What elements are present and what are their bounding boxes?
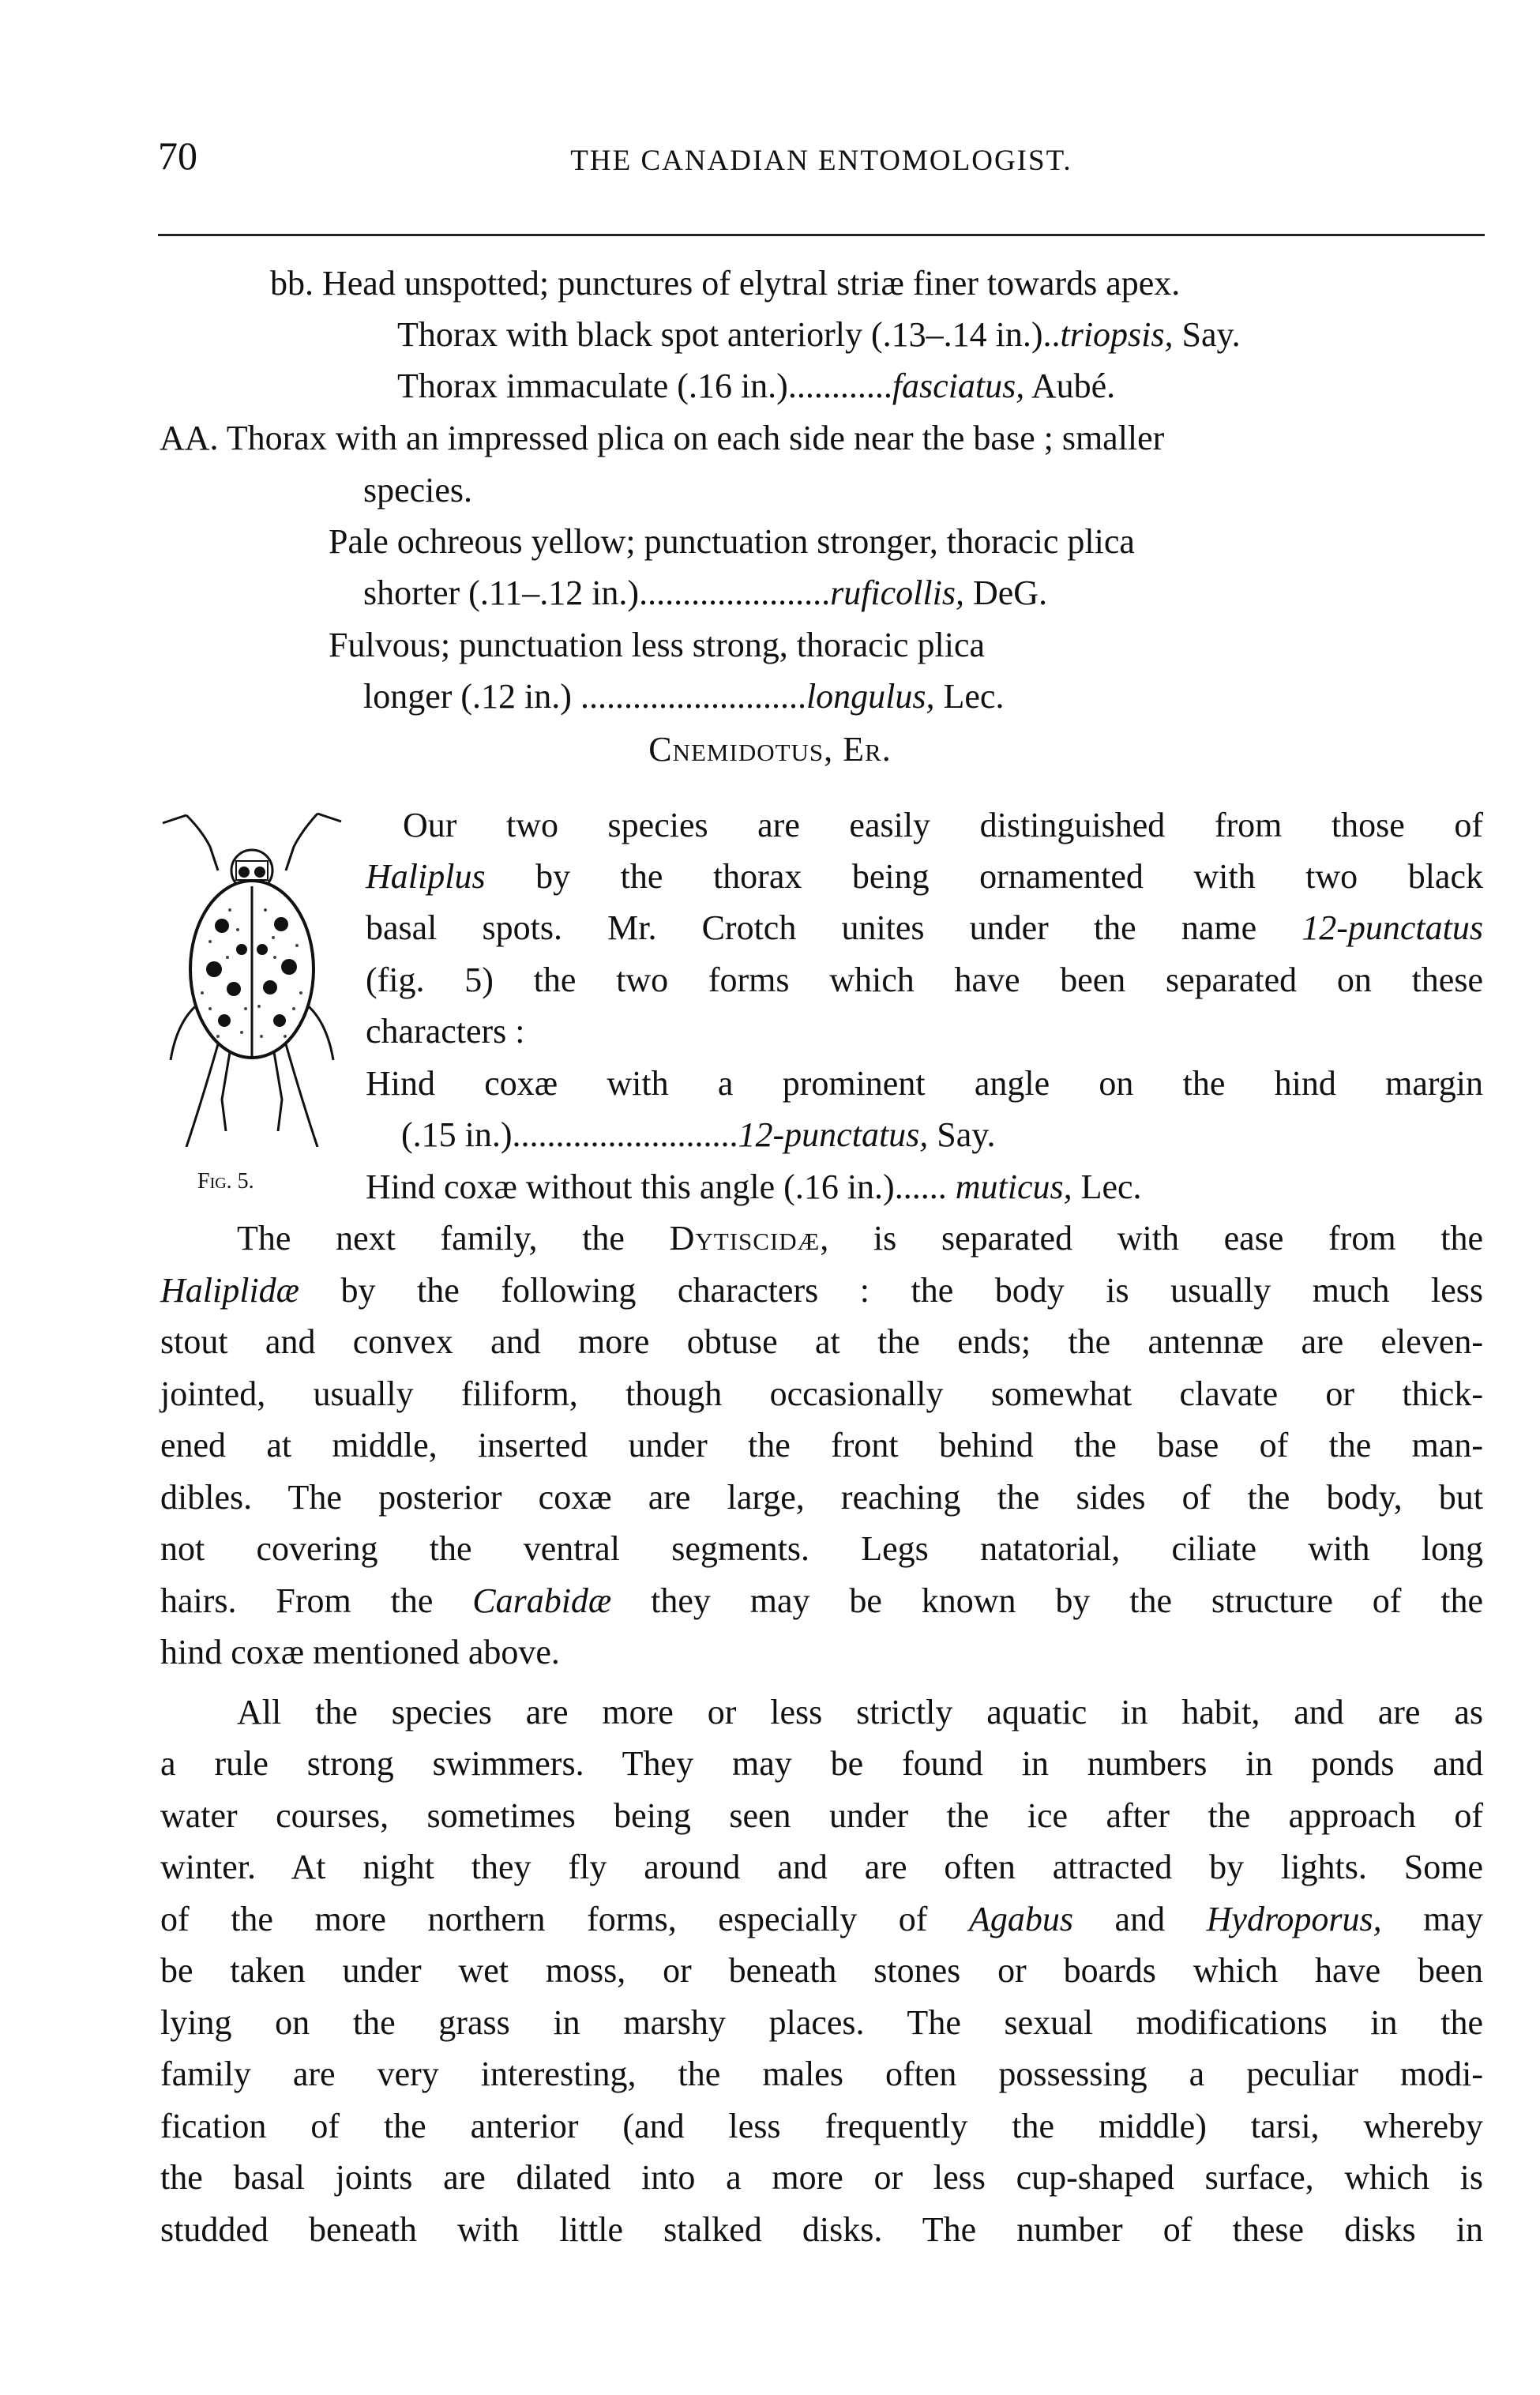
species-name: 12-punctatus bbox=[1301, 908, 1483, 947]
paragraph-line: studded beneath with little stalked disks. The number of these disks in bbox=[160, 2210, 1483, 2249]
cnemidotus-line-4: (fig. 5) the two forms which have been separated on these bbox=[366, 961, 1483, 999]
paragraph-line: fication of the anterior (and less frequently the middle) tarsi, whereby bbox=[160, 2107, 1483, 2145]
paragraph-line: hairs. From the Carabidæ they may be known by the structure of the bbox=[160, 1581, 1483, 1620]
paragraph-line: hind coxæ mentioned above. bbox=[160, 1633, 560, 1671]
key-entry-12-punctatus: (.15 in.)..........................12-punctatus, Say. bbox=[401, 1115, 996, 1154]
paragraph-line: All the species are more or less strictly aquatic in habit, and are as bbox=[237, 1693, 1483, 1731]
running-title: THE CANADIAN ENTOMOLOGIST. bbox=[570, 145, 1072, 177]
page-header bbox=[158, 133, 1485, 188]
species-name: longulus, bbox=[806, 677, 935, 716]
paragraph-line: jointed, usually filiform, though occasionally somewhat clavate or thick- bbox=[160, 1374, 1483, 1413]
key-entry-fasciatus: Thorax immaculate (.16 in.)............fasciatus, Aubé. bbox=[397, 367, 1116, 405]
paragraph-line: of the more northern forms, especially of Agabus and Hydroporus, may bbox=[160, 1900, 1483, 1938]
page-number: 70 bbox=[158, 133, 197, 178]
paragraph-line: The next family, the Dytiscidæ, is separated with ease from the bbox=[237, 1219, 1483, 1258]
paragraph-line: Haliplidæ by the following characters : the body is usually much less bbox=[160, 1271, 1483, 1310]
paragraph-line: not covering the ventral segments. Legs natatorial, ciliate with long bbox=[160, 1529, 1483, 1568]
paragraph-line: family are very interesting, the males often possessing a peculiar modi- bbox=[160, 2055, 1483, 2093]
paragraph-line: stout and convex and more obtuse at the ends; the antennæ are eleven- bbox=[160, 1322, 1483, 1361]
header-rule bbox=[158, 234, 1485, 236]
beetle-illustration bbox=[155, 799, 349, 1147]
cnemidotus-line-1: Our two species are easily distinguished from those of bbox=[403, 806, 1483, 844]
key-AA-continuation: species. bbox=[363, 471, 473, 509]
paragraph-line: the basal joints are dilated into a more or less cup-shaped surface, which is bbox=[160, 2158, 1483, 2197]
paragraph-line: ened at middle, inserted under the front behind the base of the man- bbox=[160, 1426, 1483, 1464]
key-entry-fulvous: Fulvous; punctuation less strong, thoracic plica bbox=[329, 626, 985, 664]
figure-caption: Fig. 5. bbox=[197, 1169, 254, 1194]
species-name: muticus, bbox=[955, 1167, 1072, 1206]
key-AA-heading: AA. Thorax with an impressed plica on each side near the base ; smaller bbox=[160, 419, 1165, 457]
cnemidotus-line-2: Haliplus by the thorax being ornamented with two black bbox=[366, 857, 1483, 896]
species-name: 12-punctatus, bbox=[738, 1115, 929, 1154]
key-entry-triopsis: Thorax with black spot anteriorly (.13–.14 in.)..triopsis, Say. bbox=[397, 315, 1241, 354]
paragraph-line: be taken under wet moss, or beneath stones or boards which have been bbox=[160, 1951, 1483, 1990]
genus-heading: Cnemidotus, Er. bbox=[648, 730, 892, 769]
cnemidotus-line-5: characters : bbox=[366, 1012, 525, 1051]
key-hind-coxae-angle: Hind coxæ with a prominent angle on the hind margin bbox=[366, 1064, 1483, 1103]
paragraph-line: winter. At night they fly around and are often attracted by lights. Some bbox=[160, 1848, 1483, 1886]
key-entry-longulus: longer (.12 in.) ..........................longulus, Lec. bbox=[363, 677, 1005, 716]
key-entry-pale: Pale ochreous yellow; punctuation stronger, thoracic plica bbox=[329, 522, 1135, 561]
species-name: triopsis, bbox=[1060, 315, 1174, 354]
key-bb-heading: bb. Head unspotted; punctures of elytral striæ finer towards apex. bbox=[270, 264, 1181, 303]
paragraph-line: dibles. The posterior coxæ are large, reaching the sides of the body, but bbox=[160, 1478, 1483, 1517]
species-name: ruficollis, bbox=[830, 573, 964, 612]
key-entry-ruficollis: shorter (.11–.12 in.)......................ruficollis, DeG. bbox=[363, 573, 1048, 612]
key-entry-muticus: Hind coxæ without this angle (.16 in.)...... muticus, Lec. bbox=[366, 1167, 1142, 1206]
paragraph-line: water courses, sometimes being seen under the ice after the approach of bbox=[160, 1796, 1483, 1835]
paragraph-line: lying on the grass in marshy places. The sexual modifications in the bbox=[160, 2003, 1483, 2042]
species-name: fasciatus, bbox=[892, 367, 1025, 405]
paragraph-line: a rule strong swimmers. They may be found in numbers in ponds and bbox=[160, 1744, 1483, 1783]
cnemidotus-line-3: basal spots. Mr. Crotch unites under the name 12-punctatus bbox=[366, 908, 1483, 947]
